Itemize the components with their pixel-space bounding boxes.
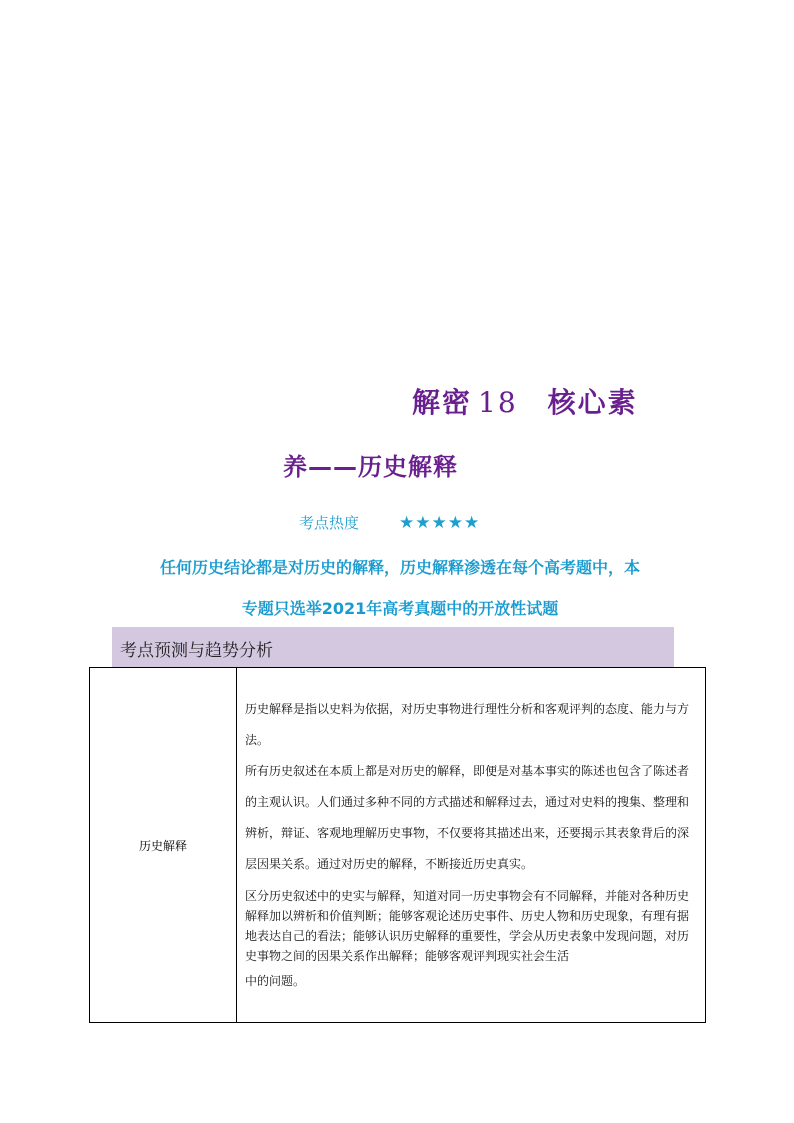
heat-rating [299, 512, 480, 533]
paragraph-essence: 所有历史叙述在本质上都是对历史的解释，即便是对基本事实的陈述也包含了陈述者的主观认识。人们通过多种不同的方式描述和解释过去，通过对史料的搜集、整理和辨析，辩证、客观地理解历史事物，不仅要将其描述出来，还要揭示其表象背后的深层因果关系。通过对历史的解释，不断接近历史真实。 [245, 763, 690, 871]
paragraph-requirements: 区分历史叙述中的史实与解释，知道对同一历史事物会有不同解释，并能对各种历史解释加以辨析和价值判断；能够客观论述历史事件、历史人物和历史现象，有理有据地表达自己的看法；能够认识历史解释的重要性，学会从历史表象中发现问题，对历史事物之间的因果关系作出解释；能够客观评判现实社会生活 [245, 888, 690, 963]
page-title-line2: 养——历史解释 [283, 453, 458, 481]
title-prefix: 解密 [412, 386, 473, 419]
star-rating-icon: ★★★★★ [399, 513, 481, 533]
paragraph-definition: 历史解释是指以史料为依据，对历史事物进行理性分析和客观评判的态度、能力与方法。 [245, 701, 690, 747]
section-title: 考点预测与趋势分析 [120, 641, 273, 661]
heat-label: 考点热度 [299, 514, 360, 532]
title-suffix: 核心素 [547, 386, 638, 419]
title-number: 18 [478, 386, 518, 419]
table-row [90, 668, 706, 1023]
info-table [89, 667, 706, 1023]
section-header [112, 627, 674, 667]
intro-line1: 任何历史结论都是对历史的解释，历史解释渗透在每个高考题中，本 [159, 558, 640, 577]
intro-line2: 专题只选举2021年高考真题中的开放性试题 [241, 599, 559, 618]
paragraph-tail: 中的问题。 [245, 973, 306, 988]
table-label-cell: 历史解释 [90, 668, 237, 1023]
page-title-line1 [412, 381, 712, 421]
table-content-cell [237, 668, 706, 1023]
